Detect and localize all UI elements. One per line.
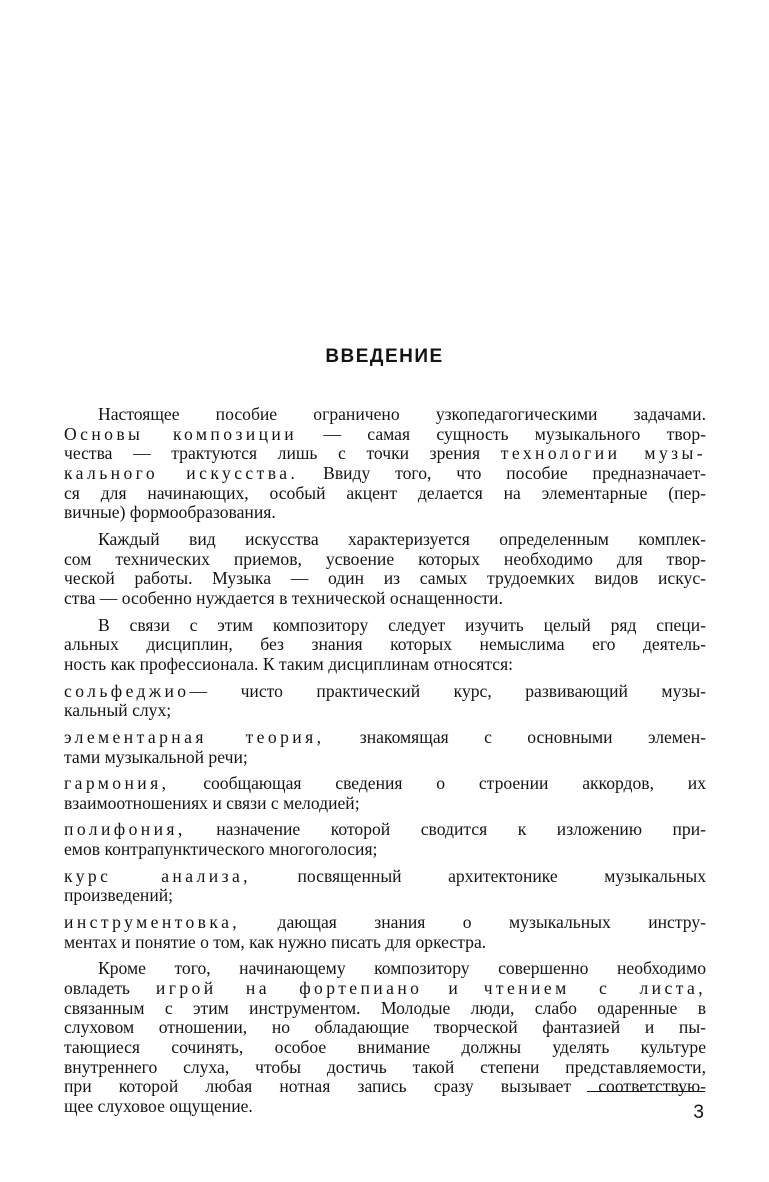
text-line: [64, 728, 706, 748]
text-line: [64, 444, 706, 464]
text-line: [64, 820, 706, 840]
text-line: кальный слух;: [64, 700, 172, 721]
text-line: внутреннего слуха, чтобы достичь такой степени представляемости,: [64, 1056, 706, 1077]
discipline-description: дающая знания о музыкальных инстру-: [277, 912, 706, 933]
text-line: ся для начинающих, особый акцент делается на элементарные (пер-: [64, 482, 706, 503]
text-line: ческой работы. Музыка — один из самых трудоемких видов искус-: [64, 568, 706, 589]
discipline-term: инструментовка,: [64, 912, 241, 933]
text-fragment: Ввиду того, что пособие предназначает-: [323, 462, 706, 483]
text-line: [64, 979, 706, 999]
discipline-description: сообщающая сведения о строении аккордов, их: [203, 773, 706, 794]
text-fragment: и: [448, 978, 458, 999]
disciplines-list: [64, 682, 706, 953]
text-line: щее слуховое ощущение.: [64, 1096, 253, 1116]
text-line: [64, 867, 706, 887]
text-line: [64, 464, 706, 484]
text-line: ность как профессионала. К таким дисциплинам относятся:: [64, 653, 514, 674]
discipline-description: знакомящая с основными элемен-: [359, 726, 707, 747]
list-item: [64, 913, 706, 952]
emphasized-term: кального искусства.: [64, 462, 299, 483]
text-line: [64, 913, 706, 933]
list-item: [64, 682, 706, 721]
list-item: [64, 728, 706, 767]
text-line: слуховом отношении, но обладающие творческой фантазией и пы-: [64, 1017, 706, 1038]
text-line: [64, 682, 706, 702]
text-line: В связи с этим композитору следует изучить целый ряд специ-: [98, 614, 706, 635]
chapter-title: ВВЕДЕНИЕ: [325, 346, 444, 367]
paragraph-3: [64, 616, 706, 675]
discipline-term: гармония,: [64, 773, 170, 794]
discipline-term: сольфеджио: [64, 680, 190, 701]
paragraph-1: [64, 405, 706, 523]
paragraph-4: [64, 959, 706, 1116]
list-item: [64, 820, 706, 859]
discipline-description: посвященный архитектонике музыкальных: [297, 865, 707, 886]
page-number: 3: [693, 1102, 704, 1123]
text-line: сом технических приемов, усвоение которых необходимо для твор-: [64, 548, 706, 569]
introduction-text: [64, 405, 706, 1117]
emphasized-term: игрой на фортепиано: [155, 978, 423, 999]
text-line: взаимоотношениях и связи с мелодией;: [64, 792, 360, 813]
text-line: Каждый вид искусства характеризуется определенным комплек-: [98, 528, 706, 549]
discipline-description: назначение которой сводится к изложению при-: [216, 819, 707, 840]
text-line: тами музыкальной речи;: [64, 746, 248, 767]
text-line: произведений;: [64, 885, 174, 906]
footer-rule: [587, 1091, 705, 1092]
list-item: [64, 867, 706, 906]
text-line: ства — особенно нуждается в технической оснащенности.: [64, 587, 503, 608]
text-line: [64, 774, 706, 794]
text-line: при которой любая нотная запись сразу вызывает соответствую-: [64, 1076, 706, 1097]
discipline-description: — чисто практический курс, развивающий музы-: [189, 680, 706, 701]
text-line: Настоящее пособие ограничено узкопедагогическими задачами.: [98, 404, 706, 424]
text-fragment: овладеть: [64, 978, 130, 999]
discipline-term: элементарная теория,: [64, 726, 325, 747]
text-fragment: чества — трактуются лишь с точки зрения: [64, 443, 481, 464]
list-item: [64, 774, 706, 813]
text-fragment: — самая сущность музыкального твор-: [323, 423, 706, 444]
text-line: альных дисциплин, без знания которых немыслима его деятель-: [64, 634, 706, 655]
paragraph-2: [64, 530, 706, 609]
text-line: [64, 425, 706, 445]
emphasized-term: Основы композиции: [64, 423, 298, 444]
text-line: емов контрапунктического многоголосия;: [64, 839, 378, 860]
text-line: Кроме того, начинающему композитору совершенно необходимо: [98, 958, 706, 979]
text-line: связанным с этим инструментом. Молодые люди, слабо одаренные в: [64, 997, 706, 1018]
discipline-term: полифония,: [64, 819, 186, 840]
text-line: вичные) формообразования.: [64, 502, 276, 523]
text-line: тающиеся сочинять, особое внимание должны уделять культуре: [64, 1037, 706, 1058]
emphasized-term: чтением с листа,: [483, 978, 707, 999]
emphasized-term: технологии музы-: [500, 443, 706, 464]
discipline-term: курс анализа,: [64, 865, 251, 886]
text-line: ментах и понятие о том, как нужно писать для оркестра.: [64, 931, 487, 952]
